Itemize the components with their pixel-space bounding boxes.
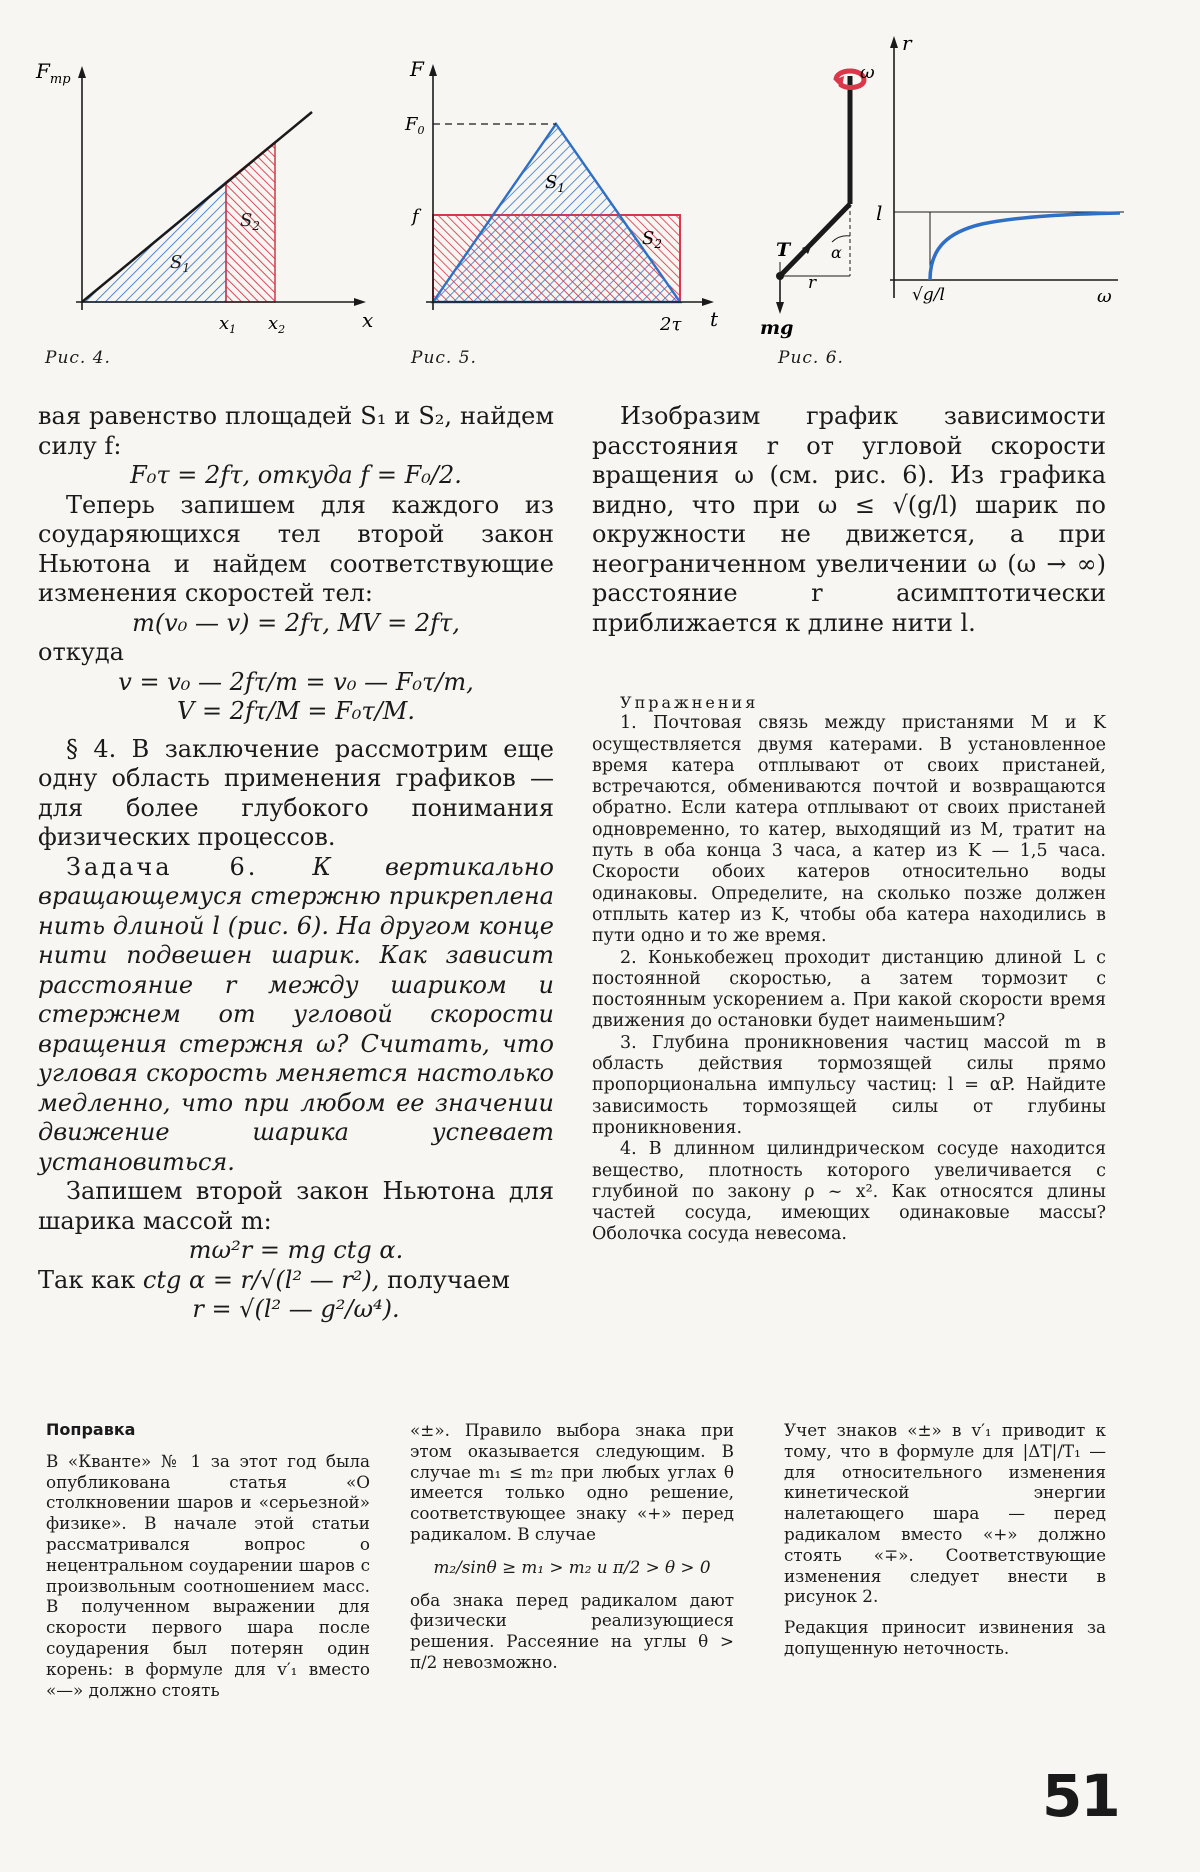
correction-text-3b: Редакция приносит извинения за допущенную неточность.: [784, 1617, 1106, 1658]
fig6-alpha-label: α: [831, 243, 842, 262]
exercise-2: 2. Конькобежец проходит дистанцию длиной L с постоянной скоростью, а затем тормозит с постоянным ускорением a. При какой скорости время движения до остановки будет наименьшим?: [592, 947, 1106, 1032]
exercise-3: 3. Глубина проникновения частиц массой m в область действия тормозящей силы прямо пропорциональна импульсу частиц: l = αP. Найдите зависимость тормозящей силы от глубины проникновения.: [592, 1032, 1106, 1138]
left-para-5: Запишем второй закон Ньютона для шарика массой m:: [38, 1177, 554, 1235]
exercises-title: Упражнения: [620, 693, 759, 712]
fig4-axis-y-label: $F_{тр}$: [36, 59, 71, 87]
area-s1-triangle: [433, 124, 680, 302]
fig5-label-f: f: [412, 206, 419, 227]
fig6-tension-label: T: [776, 239, 791, 261]
correction-col-1: [46, 1420, 370, 1700]
fig5-label-f0: $F_0$: [405, 114, 425, 137]
fig6-omega-label: ω: [860, 62, 875, 83]
left-para-1: вая равенство площадей S₁ и S₂, найдем силу f:: [38, 402, 554, 460]
fig5-axis-y-label: F: [410, 57, 424, 81]
correction-title: Поправка: [46, 1420, 136, 1439]
correction-text-2a: «±». Правило выбора знака при этом оказывается следующим. В случае m₁ ≤ m₂ при любых углах θ имеется только одно решение, соответствующее знаку «+» перед радикалом. В случае: [410, 1420, 734, 1544]
fig6-caption: Рис. 6.: [778, 348, 844, 368]
fig4-area1-label: $S_1$: [170, 252, 190, 275]
fig6-l-label: l: [876, 201, 883, 225]
section-4-paragraph: § 4. В заключение рассмотрим еще одну область применения графиков — для более глубокого понимания физических процессов.: [38, 734, 554, 851]
figure-6: [752, 36, 1132, 346]
fig5-area1-label: $S_1$: [545, 172, 565, 195]
equation-4: V = 2fτ/M = F₀τ/M.: [177, 697, 415, 725]
right-para-1: Изобразим график зависимости расстояния r от угловой скорости вращения ω (см. рис. 6). Из графика видно, что при ω ≤ √(g/l) шарик по окружности не движется, а при неограниченном увеличении ω (ω → ∞) расстояние r асимптотически приближается к длине нити l.: [592, 402, 1106, 637]
equation-6: r = √(l² — g²/ω⁴).: [192, 1295, 400, 1323]
left-para-6: Так как ctg α = r/√(l² — r²), получаем: [38, 1265, 510, 1294]
page-number: 51: [1042, 1762, 1119, 1830]
correction-col-3: [784, 1420, 1106, 1659]
left-para-3: откуда: [38, 638, 124, 666]
equation-5: mω²r = mg ctg α.: [188, 1236, 404, 1264]
fig6-sqrt-gl-label: √g/l: [912, 285, 945, 305]
exercises: [592, 692, 1106, 1246]
fig4-caption: Рис. 4.: [45, 348, 111, 368]
fig4-area2-label: $S_2$: [240, 210, 260, 233]
exercise-1: 1. Почтовая связь между пристанями M и K осуществляется двумя катерами. В установленное время катера отплывают от своих пристаней, встречаются, обмениваются почтой и возвращаются обратно. Если катера отплывают от своих пристаней одновременно, то катер, выходящий из M, тратит на путь в оба конца 3 часа, а катер из K — 1,5 часа. Скорости обоих катеров относительно воды одинаковы. Определите, на сколько позже должен отплыть катер из K, чтобы оба катера находились в пути одно и то же время.: [592, 713, 1106, 947]
right-column: [592, 402, 1106, 638]
fig4-axis-x-label: x: [362, 308, 374, 332]
equation-ctg: ctg α = r/√(l² — r²),: [142, 1265, 380, 1294]
correction-text-2b: оба знака перед радикалом дают физически реализующиеся решения. Рассеяние на углы θ > π/2 невозможно.: [410, 1589, 734, 1672]
correction-text-3a: Учет знаков «±» в v′₁ приводит к тому, что в формуле для |ΔT|/T₁ — для относительного изменения кинетической энергии налетающего шара — перед радикалом вместо «+» должно стоять «∓». Соответствующие изменения следует внести в рисунок 2.: [784, 1420, 1106, 1607]
figure-4: [30, 40, 390, 340]
equation-3: v = v₀ — 2fτ/m = v₀ — F₀τ/m,: [118, 667, 474, 696]
task-text: К вертикально вращающемуся стержню прикреплена нить длиной l (рис. 6). На другом конце нити подвешен шарик. Как зависит расстояние r между шариком и стержнем от угловой скорости вращения стержня ω? Считать, что угловая скорость меняется настолько медленно, что при любом ее значении движение шарика успевает установиться.: [38, 852, 554, 1176]
fig6-axis-r-label: r: [902, 36, 912, 55]
fig5-tick-2tau: 2τ: [660, 314, 682, 335]
fig5-axis-x-label: t: [710, 307, 719, 331]
left-para-2: Теперь запишем для каждого из соударяющихся тел второй закон Ньютона и найдем соответствующие изменения скоростей тел:: [38, 490, 554, 607]
equation-1: F₀τ = 2fτ, откуда f = F₀/2.: [130, 461, 462, 489]
fig5-caption: Рис. 5.: [411, 348, 477, 368]
figure-5: [398, 40, 738, 340]
fig4-tick-x1: $x_1$: [219, 313, 237, 336]
fig6-weight-label: mg: [760, 317, 794, 339]
r-omega-curve: [930, 213, 1120, 280]
task-label: Задача 6.: [66, 852, 259, 881]
fig6-axis-omega-label: ω: [1097, 286, 1112, 307]
left-column: [38, 402, 554, 1325]
correction-inequality: m₂/sinθ ≥ m₁ > m₂ и π/2 > θ > 0: [433, 1556, 711, 1577]
fig4-tick-x2: $x_2$: [268, 313, 286, 336]
correction-col-2: [410, 1420, 734, 1673]
exercise-4: 4. В длинном цилиндрическом сосуде находится вещество, плотность которого увеличивается с глубиной по закону ρ ~ x². Как относятся длины частей сосуда, имеющих одинаковые массы? Оболочка сосуда невесома.: [592, 1139, 1106, 1245]
correction-text-1: В «Кванте» № 1 за этот год была опубликована статья «О столкновении шаров и «серьезной» физике». В начале этой статьи рассматривался вопрос о нецентральном соударении шаров с произвольным соотношением масс. В полученном выражении для скорости первого шара после соударения был потерян один корень: в формуле для v′₁ вместо «—» должно стоять: [46, 1450, 370, 1700]
equation-2: m(v₀ — v) = 2fτ, MV = 2fτ,: [132, 608, 460, 637]
task-6: [38, 853, 554, 1178]
fig5-area2-label: $S_2$: [642, 228, 662, 251]
fig6-r-label: r: [808, 273, 817, 293]
